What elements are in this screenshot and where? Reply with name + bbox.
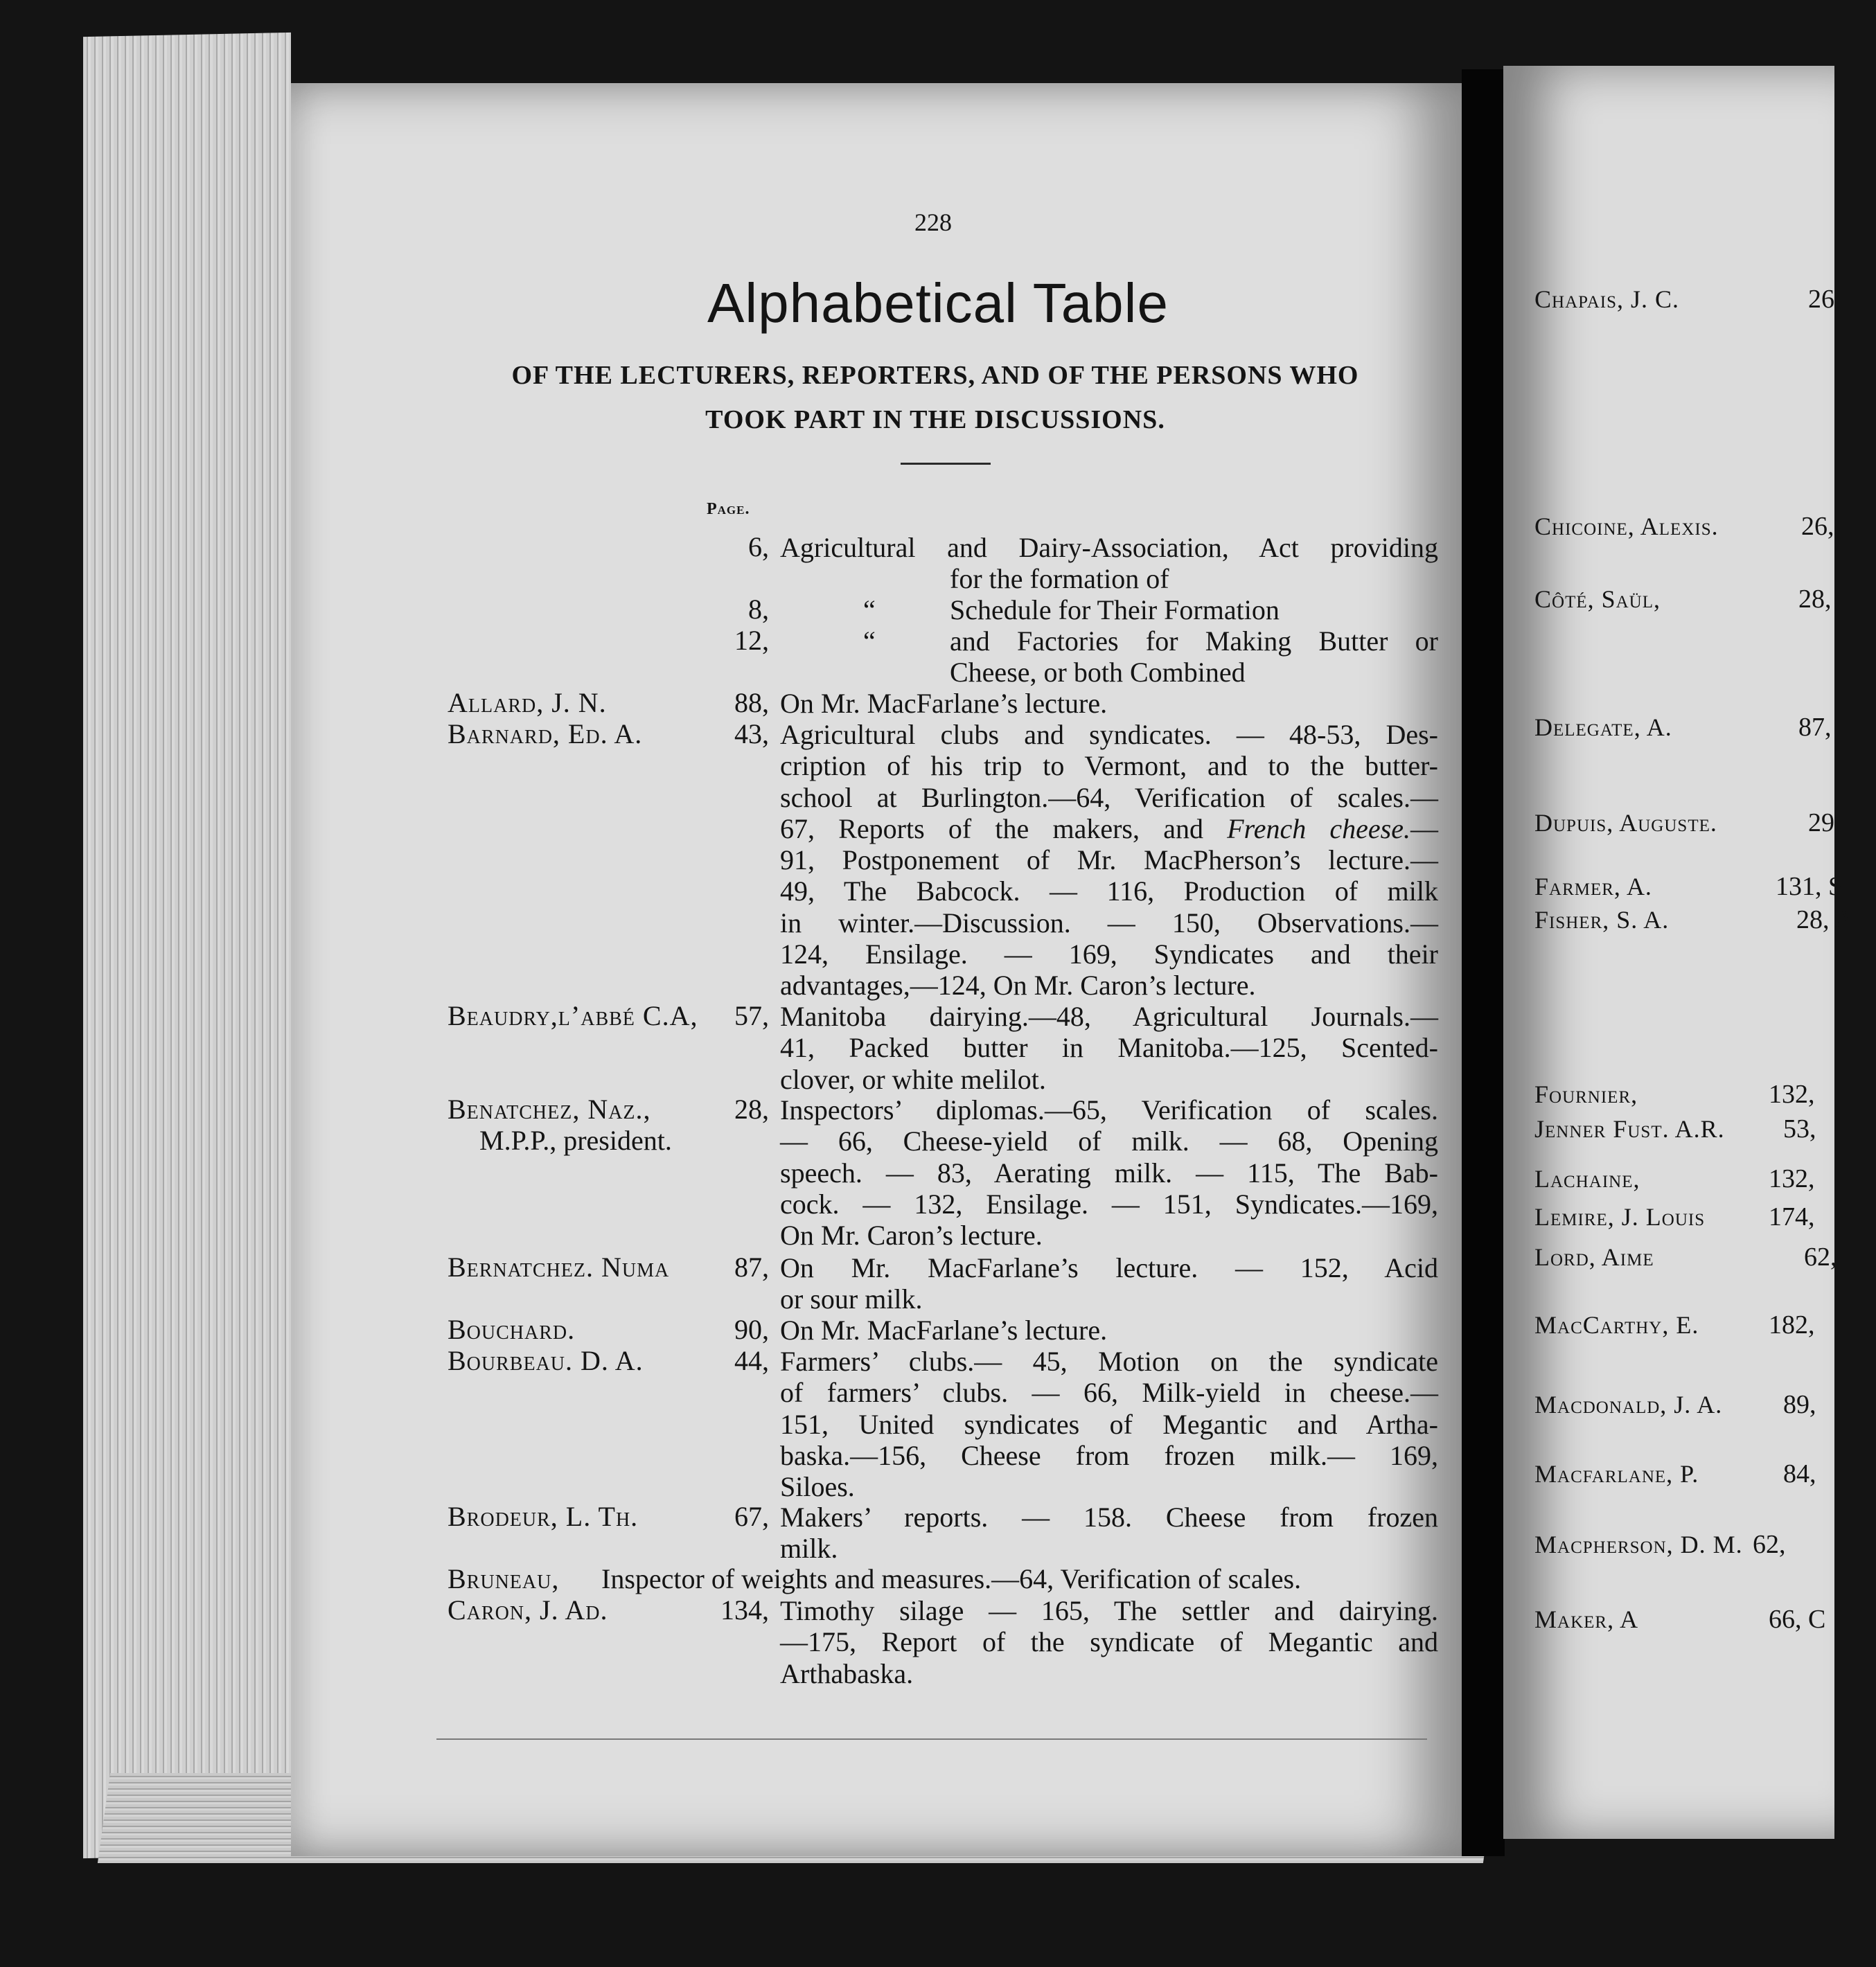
entry-name-line-2: M.P.P., president. (479, 1125, 672, 1157)
entry-description (780, 1252, 1438, 1315)
entry-name: Bernatchez. Numa (448, 1252, 670, 1283)
entry-page-number: 6, (748, 531, 769, 562)
right-entry-name: Maker, A (1534, 1605, 1639, 1633)
subtitle-line-2: TOOK PART IN THE DISCUSSIONS. (705, 405, 1165, 434)
entry-name: Bourbeau. D. A. (448, 1345, 644, 1376)
description-line: “ and Factories for Making Butter or (863, 625, 1438, 657)
right-entry-name: Macdonald, J. A. (1534, 1391, 1723, 1418)
description-line: 151, United syndicates of Megantic and Artha- (780, 1408, 1438, 1440)
right-entry-name: Delegate, A. (1534, 713, 1672, 741)
ditto-mark: “ (863, 625, 876, 657)
page-number: 228 (914, 208, 952, 236)
ditto-mark: “ (863, 594, 876, 625)
right-entry-page-number: 26, (1801, 512, 1834, 541)
description-line: 124, Ensilage. — 169, Syndicates and their (780, 938, 1438, 970)
entry-page-number: 88, (734, 687, 769, 718)
entry-description (780, 719, 1438, 1002)
right-entry-page-number: 174, (1769, 1202, 1815, 1231)
right-entry-name: Jenner Fust. A.R. (1534, 1115, 1725, 1143)
right-entry-name: MacCarthy, E. (1534, 1311, 1699, 1339)
right-entry-name: Macpherson, D. M. (1534, 1531, 1743, 1558)
description-line: — 66, Cheese-yield of milk. — 68, Opening (780, 1125, 1438, 1157)
entry-page-number: 28, (734, 1094, 769, 1125)
description-line: speech. — 83, Aerating milk. — 115, The Bab- (780, 1157, 1438, 1189)
entry-description (780, 1094, 1438, 1251)
right-entry-page-number: 84, (1783, 1459, 1816, 1488)
entry-description (780, 625, 1438, 688)
right-entry-page-number: 28, (1798, 585, 1832, 614)
description-line: Siloes. (780, 1471, 855, 1503)
right-entry-name: Chicoine, Alexis. (1534, 513, 1719, 540)
right-entry-page-number: 87, (1798, 713, 1832, 742)
right-entry-page-number: 182, (1769, 1310, 1815, 1339)
description-line: or sour milk. (780, 1283, 923, 1315)
description-line: advantages,—124, On Mr. Caron’s lecture. (780, 970, 1256, 1002)
right-entry-page-number: 28, A (1796, 905, 1854, 934)
right-entry-name: Dupuis, Auguste. (1534, 809, 1717, 837)
description-line: milk. (780, 1533, 838, 1565)
description-line: 67, Reports of the makers, and French cheese.— (780, 812, 1438, 844)
right-entry-page-number: 132, (1769, 1080, 1815, 1109)
description-line: Agricultural and Dairy-Association, Act providing (780, 532, 1438, 563)
description-line: Agricultural clubs and syndicates. — 48-53, Des- (780, 719, 1438, 750)
entry-description (780, 1001, 1438, 1095)
right-entry-page-number: 132, (1769, 1164, 1815, 1193)
description-line: On Mr. MacFarlane’s lecture. (780, 688, 1108, 719)
description-line: Inspectors’ diplomas.—65, Verification of scales. (780, 1094, 1438, 1125)
description-line: school at Burlington.—64, Verification of scales.— (780, 781, 1438, 813)
entry-description: Inspector of weights and measures.—64, Verification of scales. (601, 1563, 1302, 1594)
entry-name: Caron, J. Ad. (448, 1594, 608, 1626)
entry-name: Benatchez, Naz., (448, 1094, 651, 1125)
description-line: Cheese, or both Combined (950, 657, 1246, 688)
right-entry-name: Macfarlane, P. (1534, 1460, 1699, 1488)
right-entry-page-number: 89, (1783, 1390, 1816, 1419)
entry-page-number: 67, (734, 1501, 769, 1532)
right-entry-name: Lachaine, (1534, 1165, 1640, 1193)
description-line: cock. — 132, Ensilage. — 151, Syndicates.—169, (780, 1188, 1438, 1220)
entry-page-number: 12, (734, 625, 769, 656)
entry-page-number: 43, (734, 718, 769, 749)
description-line: Farmers’ clubs.— 45, Motion on the syndicate (780, 1346, 1438, 1377)
description-line: 41, Packed butter in Manitoba.—125, Scented- (780, 1032, 1438, 1064)
right-entry-page-number: 62, (1804, 1243, 1837, 1272)
entry-page-number: 134, (720, 1594, 769, 1626)
right-entry-page-number: 62, (1753, 1530, 1786, 1559)
description-line: On Mr. MacFarlane’s lecture. — 152, Acid (780, 1252, 1438, 1283)
entry-page-number: 57, (734, 1000, 769, 1031)
right-entry-page-number: 53, (1783, 1114, 1816, 1143)
description-line: baska.—156, Cheese from frozen milk.— 169, (780, 1439, 1438, 1471)
page-subtitle (430, 353, 1441, 442)
entry-name: Barnard, Ed. A. (448, 718, 643, 749)
right-entry-name: Côté, Saül, (1534, 585, 1661, 613)
entry-name: Bouchard. (448, 1314, 576, 1345)
page-title: Alphabetical Table (707, 272, 1169, 334)
entry-description (780, 594, 1438, 625)
description-line: “ Schedule for Their Formation (863, 594, 1280, 625)
description-line: of farmers’ clubs. — 66, Milk-yield in cheese.— (780, 1377, 1438, 1409)
right-entry-name: Fournier, (1534, 1080, 1638, 1108)
entry-description (780, 532, 1438, 595)
right-entry-name: Chapais, J. C. (1534, 285, 1680, 313)
entry-description (780, 688, 1438, 719)
description-line: cription of his trip to Vermont, and to the butter- (780, 750, 1438, 782)
entry-name: Bruneau, (448, 1563, 560, 1594)
right-entry-page-number: 131, S (1776, 872, 1843, 901)
description-line: Manitoba dairying.—48, Agricultural Journals.— (780, 1001, 1438, 1032)
description-line: for the formation of (950, 563, 1169, 595)
entry-page-number: 44, (734, 1345, 769, 1376)
description-line: 91, Postponement of Mr. MacPherson’s lecture.— (780, 844, 1438, 876)
right-entry-page-number: 26 (1808, 285, 1834, 314)
description-line: Makers’ reports. — 158. Cheese from frozen (780, 1502, 1438, 1533)
description-line: On Mr. MacFarlane’s lecture. (780, 1315, 1108, 1346)
entry-description (780, 1346, 1438, 1502)
entry-name: Allard, J. N. (448, 687, 607, 718)
book-gutter (1462, 69, 1505, 1856)
entry-description (780, 1502, 1438, 1565)
entry-page-number: 90, (734, 1314, 769, 1345)
bottom-divider (436, 1738, 1427, 1740)
entry-name: Beaudry,l’abbé C.A, (448, 1000, 698, 1031)
page-column-header: Page. (707, 500, 750, 518)
entry-description (780, 1595, 1438, 1689)
description-line: 49, The Babcock. — 116, Production of milk (780, 875, 1438, 907)
right-entry-name: Farmer, A. (1534, 873, 1652, 900)
description-line: Timothy silage — 165, The settler and dairying. (780, 1595, 1438, 1626)
title-divider (901, 463, 991, 465)
description-line: in winter.—Discussion. — 150, Observations.— (780, 907, 1438, 938)
right-entry-name: Lemire, J. Louis (1534, 1203, 1706, 1231)
description-line: clover, or white melilot. (780, 1063, 1046, 1095)
entry-page-number: 8, (748, 594, 769, 625)
right-entry-name: Fisher, S. A. (1534, 906, 1670, 934)
description-line: —175, Report of the syndicate of Megantic and (780, 1626, 1438, 1658)
description-line: Arthabaska. (780, 1657, 914, 1689)
description-line: On Mr. Caron’s lecture. (780, 1220, 1043, 1252)
entry-page-number: 87, (734, 1252, 769, 1283)
right-entry-page-number: 66, C (1769, 1605, 1826, 1634)
italic-term: French cheese. (1227, 812, 1410, 844)
right-entry-page-number: 29 (1808, 808, 1834, 837)
entry-name: Brodeur, L. Th. (448, 1501, 639, 1532)
entry-description (780, 1315, 1438, 1346)
subtitle-line-1: OF THE LECTURERS, REPORTERS, AND OF THE PERSONS WHO (511, 361, 1359, 390)
right-entry-name: Lord, Aime (1534, 1243, 1654, 1271)
